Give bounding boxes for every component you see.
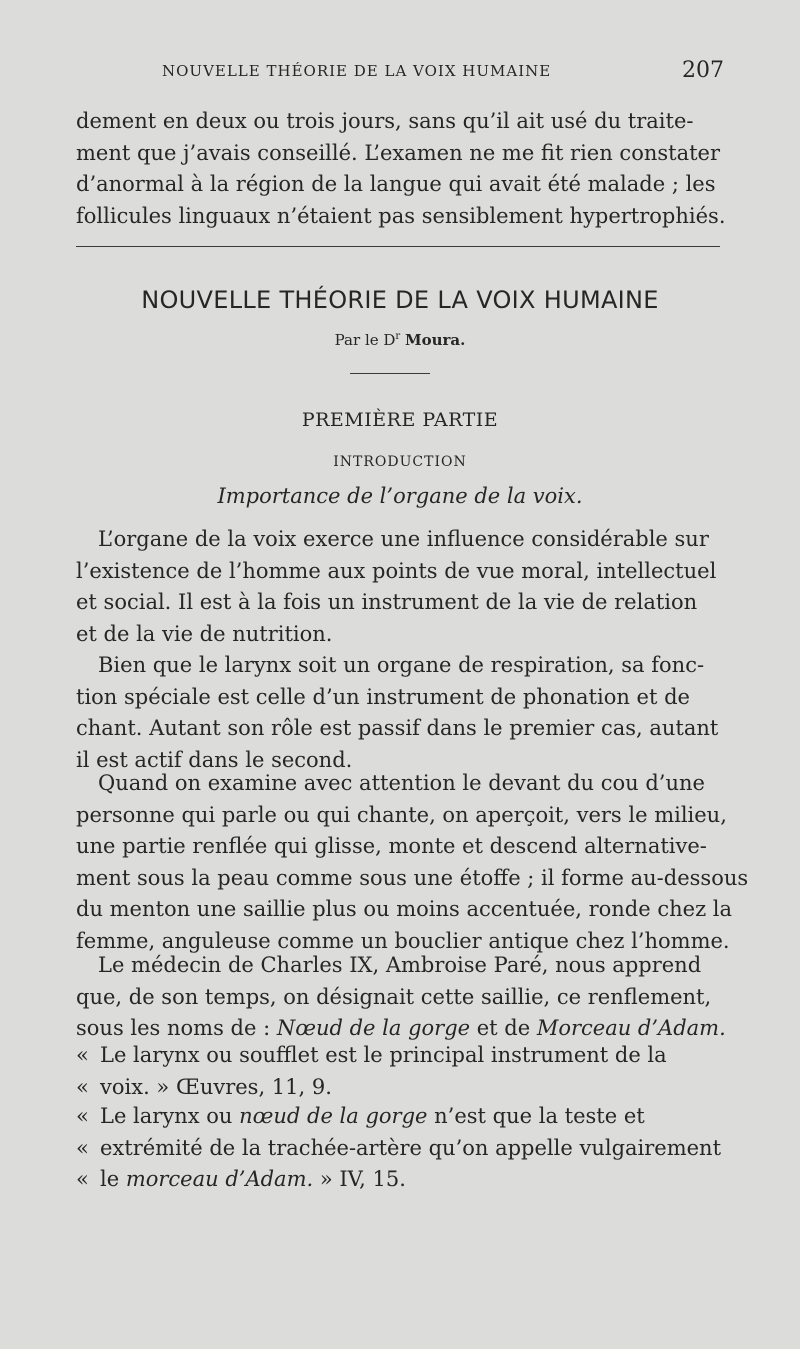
paragraph-4	[76, 950, 724, 1045]
paragraph-2	[76, 650, 724, 776]
text-line: dement en deux ou trois jours, sans qu’il ait usé du traite-	[76, 109, 694, 133]
carryover-paragraph	[76, 106, 724, 232]
quote-mark: «	[76, 1104, 89, 1128]
text-line: il est actif dans le second.	[76, 747, 353, 772]
paragraph-1	[76, 524, 724, 650]
text-line: l’existence de l’homme aux points de vue moral, intellectuel	[76, 558, 717, 583]
text-line: Bien que le larynx soit un organe de respiration, sa fonc-	[98, 653, 705, 677]
text-line	[76, 1164, 724, 1196]
text-line: personne qui parle ou qui chante, on aperçoit, vers le milieu,	[76, 802, 727, 827]
text-line	[76, 1072, 724, 1104]
italic-run: nœud de la gorge	[239, 1104, 428, 1128]
italic-run: morceau d’Adam.	[125, 1167, 314, 1191]
text-line	[76, 1133, 724, 1165]
byline-prefix: Par le D	[334, 331, 396, 349]
text-run: n’est que la teste et	[427, 1104, 645, 1128]
byline	[0, 331, 800, 349]
page-number: 207	[682, 58, 724, 83]
text-line: d’anormal à la région de la langue qui avait été malade ; les	[76, 172, 716, 196]
text-run: voix. » Œuvres, 11, 9.	[100, 1074, 332, 1099]
quote-mark: «	[76, 1074, 89, 1099]
italic-run: Nœud de la gorge	[276, 1016, 471, 1040]
text-line: une partie renflée qui glisse, monte et descend alternative-	[76, 834, 707, 858]
text-run: Le larynx ou	[100, 1104, 240, 1128]
text-line: ment que j’avais conseillé. L’examen ne me fit rien constater	[76, 140, 721, 165]
running-header: NOUVELLE THÉORIE DE LA VOIX HUMAINE	[162, 62, 552, 80]
text-line: et social. Il est à la fois un instrument de la vie de relation	[76, 590, 698, 614]
part-title: PREMIÈRE PARTIE	[301, 409, 499, 431]
text-run: le	[100, 1167, 126, 1191]
quote-mark: «	[76, 1135, 89, 1160]
short-rule	[350, 373, 430, 374]
text-run: extrémité de la trachée-artère qu’on appelle vulgairement	[100, 1135, 722, 1160]
text-line: du menton une saillie plus ou moins accentuée, ronde chez la	[76, 897, 733, 921]
quote-mark: «	[76, 1043, 89, 1067]
paragraph-3	[76, 768, 749, 957]
text-run: et de	[470, 1016, 537, 1040]
text-line	[76, 1101, 724, 1133]
text-line: L’organe de la voix exerce une influence considérable sur	[98, 527, 709, 551]
byline-author: Moura.	[404, 331, 466, 349]
subheading: Importance de l’organe de la voix.	[217, 484, 583, 508]
text-line: ment sous la peau comme sous une étoffe ; il forme au-dessous	[76, 865, 749, 890]
text-line: Quand on examine avec attention le devant du cou d’une	[98, 771, 705, 795]
article-title: NOUVELLE THÉORIE DE LA VOIX HUMAINE	[141, 286, 659, 314]
text-run: » IV, 15.	[313, 1167, 406, 1191]
text-run: Le larynx ou soufflet est le principal instrument de la	[100, 1043, 667, 1067]
text-line: tion spéciale est celle d’un instrument de phonation et de	[76, 684, 690, 709]
text-line: follicules linguaux n’étaient pas sensiblement hypertrophiés.	[76, 203, 726, 228]
text-line: Le médecin de Charles IX, Ambroise Paré, nous apprend	[98, 953, 702, 977]
text-line: et de la vie de nutrition.	[76, 621, 333, 646]
italic-run: Morceau d’Adam.	[536, 1016, 726, 1040]
section-title: INTRODUCTION	[333, 454, 467, 470]
byline-sup: r	[395, 331, 401, 342]
text-line: que, de son temps, on désignait cette saillie, ce renflement,	[76, 984, 712, 1009]
quote-1	[76, 1040, 724, 1103]
section-divider	[76, 246, 720, 247]
quote-2	[76, 1101, 724, 1196]
quote-mark: «	[76, 1167, 89, 1191]
text-run: sous les noms de :	[76, 1016, 277, 1040]
text-line: femme, anguleuse comme un bouclier antique chez l’homme.	[76, 928, 730, 953]
text-line: chant. Autant son rôle est passif dans le premier cas, autant	[76, 716, 719, 740]
text-line	[76, 1040, 724, 1072]
